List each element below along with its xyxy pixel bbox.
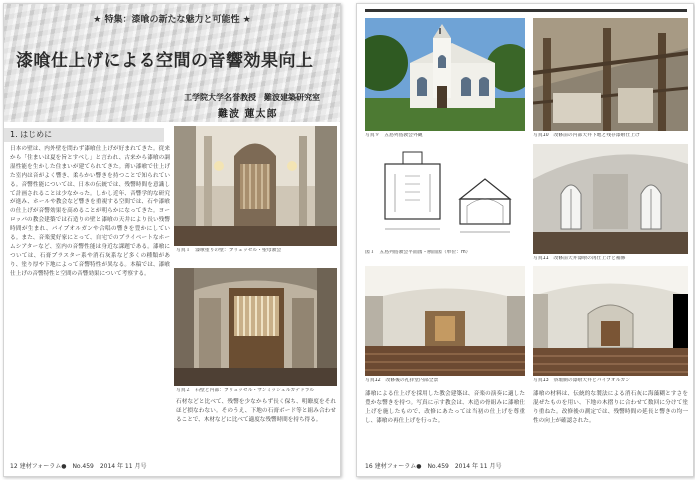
footer-text-left: 建材フォーラム● No.459 2014 年 11 月号 [19,463,147,470]
photo-altar-organ [533,266,688,376]
photo-pipe-organ [174,268,337,386]
photo-12-caption: 写真12 改修後の礼拝堂内部全景 [365,378,439,383]
photo-1-caption: 写真１ 漆喰塗りの壁：ブリュッセル・聖母教会 [176,248,282,253]
author-name: 難波 蓮太郎 [218,109,278,120]
article-title: 漆喰仕上げによる空間の音響効果向上 [16,51,314,71]
photo-roof-structure [533,18,688,131]
special-feature-label: ★ 特集：漆喰の新たな魅力と可能性 ★ [93,15,251,25]
photo-9-caption: 写真９ 五島列島教会外観 [365,133,423,138]
photo-interior-windows [533,144,688,254]
photo-2-caption: 写真２ 石壁と内部：ブリュッセル・サンミッシェルカテドラル [176,388,315,393]
section-heading: 1. はじめに [4,128,164,142]
title-banner [4,4,340,122]
photo-10-caption: 写真10 改修前の内部天井下地と残存漆喰仕上げ [533,133,640,138]
page-number-left: 12 [10,463,18,470]
top-rule [365,9,687,12]
photo-sanctuary-after [365,266,525,376]
right-footer [365,461,501,470]
body-text-column-2: 石材などと比べて、残響を少なからず長く保ち、明瞭度をそれほど損なわない。そのうえ、下地の石膏ボード等と組み合わせることで、木材などに比べて適度な残響時間を持ち得る。 [176,399,336,423]
photo-church-exterior [365,18,525,131]
right-page [356,3,694,477]
author-block [184,92,320,120]
body-text-column-1: 日本の壁は、内外壁を問わず漆喰仕上げが好まれてきた。従来から「住まいは夏を旨とすべし」と言われ、古来から漆喰の調湿性能を生かした住まいが建てられてきた。薄い漆喰で仕上げた室内は音がよく響き、柔らかい響きを持つことで知られている。音響性能については、日本の伝統では、残響時間を意識して計画されることは少なかった。しかし近年、音響学的な研究が進み、ホールや教会など響きを重視する空間では、石や漆喰の仕上げが音響効果を高めることが明らかになってきた。ヨーロッパの教会建築では石造りの壁と漆喰の天井により長い残響時間が生まれ、パイプオルガンや合唱の響きを豊かにしている。また、音楽愛好家にとって、自宅でのプライベートなホームシアターなど、室内の音響性能は身近な課題である。漆喰については、石膏プラスター系や消石灰系など多くの種類があり、塗り厚や下地によって音響特性が異なる。本稿では、漆喰仕上げの音響特性と空間の音響効果について考察する。 [10,146,170,277]
photo-13-caption: 写真13 祭壇側の漆喰天井とパイプオルガン [533,378,631,383]
photo-11-caption: 写真11 改修前天井漆喰の再仕上げと補修 [533,256,626,261]
footer-text-right: 建材フォーラム● No.459 2014 年 11 月号 [374,463,502,470]
left-page [3,3,341,477]
body-text-right-column-2: 漆喰の材料は、伝統的な製法による消石灰に海藻糊とすさを混ぜたものを用い、下地の木摺りに合わせて数回に分けて塗り重ねた。改修後の測定では、残響時間の延長と響きの均一性の向上が確認された。 [533,391,688,424]
author-affiliation: 工学院大学名誉教授 難波建築研究室 [184,93,320,102]
figure-plan-section [365,144,525,247]
photo-cathedral-interior [174,126,337,246]
page-number-right: 16 [365,463,373,470]
body-text-right-column-1: 漆喰による仕上げを採用した教会建築は、音楽の演奏に適した豊かな響きを持つ。写真に示す教会は、木造の骨組みに漆喰仕上げを施したもので、改修にあたっては当初の仕上げを尊重し、漆喰の再仕上げを行った。 [365,391,525,424]
figure-1-caption: 図１ 五島列島教会平面図・断面図（単位：m） [365,250,471,255]
left-footer [10,461,146,470]
